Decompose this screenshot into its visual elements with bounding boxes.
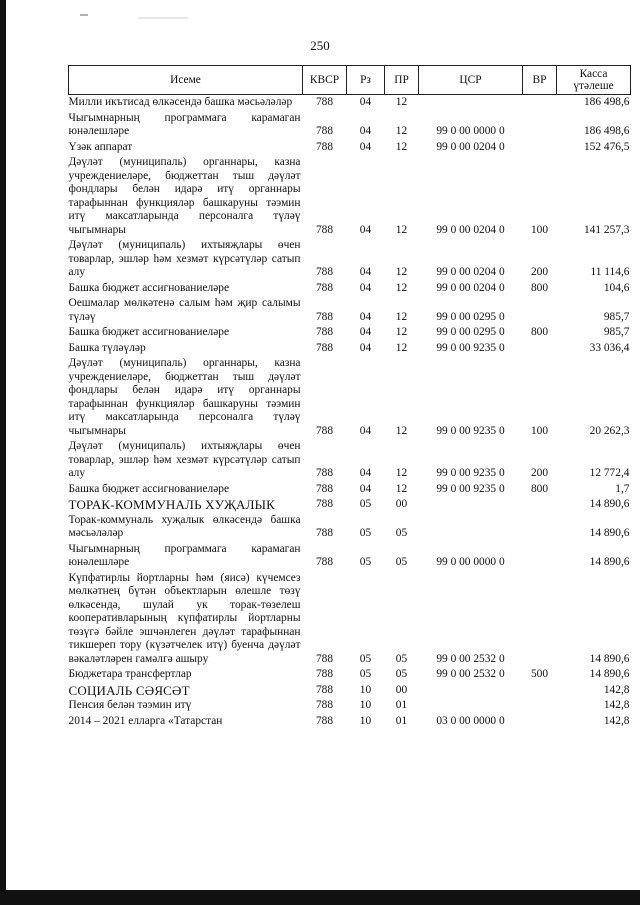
row-kvsr: 788 <box>315 527 334 539</box>
row-amount: 142,8 <box>603 699 630 711</box>
header-csr: ЦСР <box>419 66 523 95</box>
row-kvsr: 788 <box>315 699 334 711</box>
row-vr: 200 <box>530 266 549 278</box>
section-row <box>69 497 631 513</box>
table-row <box>69 155 631 238</box>
row-name: Оешмалар мөлкәтенә салым һәм җир салымы түләү <box>68 297 301 323</box>
row-pr: 12 <box>395 281 408 294</box>
row-pr: 12 <box>395 326 408 338</box>
header-rz: Рз <box>347 66 385 95</box>
row-rz: 04 <box>359 482 372 495</box>
row-csr: 99 0 00 9235 0 <box>436 482 505 495</box>
row-kvsr: 788 <box>315 424 334 437</box>
row-rz: 04 <box>359 140 372 153</box>
row-kvsr: 788 <box>315 140 334 153</box>
row-vr <box>523 571 557 668</box>
table-row <box>69 95 631 111</box>
row-name: Дәүләт (муниципаль) органнары, казна учреждениеләре, бюджеттан тыш дәүләт фондлары белән идарә итү органнары тарафыннан функцияләр башкаруны тәэмин итү максатларында персоналга түләү чыгымнары <box>68 357 301 437</box>
row-amount: 14 890,6 <box>589 556 630 568</box>
row-kvsr: 788 <box>315 714 334 727</box>
header-pr: ПР <box>385 66 419 95</box>
row-pr: 05 <box>395 668 408 680</box>
row-rz: 04 <box>359 223 372 236</box>
row-amount: 186 498,6 <box>583 96 630 108</box>
row-amount: 12 772,4 <box>589 467 630 479</box>
row-csr: 03 0 00 0000 0 <box>436 714 505 727</box>
row-name: Милли икътисад өлкәсендә башка мәсьәләләр <box>68 96 293 108</box>
row-csr: 99 0 00 0295 0 <box>436 310 505 323</box>
row-amount: 33 036,4 <box>589 341 630 354</box>
row-vr <box>523 95 557 111</box>
row-vr: 800 <box>530 482 549 495</box>
row-vr: 200 <box>530 467 549 479</box>
row-rz: 04 <box>359 341 372 354</box>
row-name: 2014 – 2021 елларга «Татарстан <box>68 714 223 727</box>
row-kvsr: 788 <box>315 652 334 665</box>
row-kvsr: 788 <box>315 281 334 294</box>
table-row <box>69 238 631 281</box>
row-amount: 1,7 <box>615 482 630 495</box>
page-number: 250 <box>310 38 330 53</box>
table-header-row <box>69 66 631 95</box>
row-pr: 00 <box>395 683 408 696</box>
row-kvsr: 788 <box>315 668 334 680</box>
row-rz: 04 <box>359 326 372 338</box>
row-kvsr: 788 <box>315 683 334 696</box>
row-vr: 800 <box>530 281 549 294</box>
row-name: Пенсия белән тәэмин итү <box>68 699 192 711</box>
row-csr: 99 0 00 0000 0 <box>436 556 505 568</box>
row-csr: 99 0 00 2532 0 <box>436 668 505 680</box>
table-row <box>69 542 631 571</box>
row-csr <box>419 683 523 699</box>
row-name: Торак-коммуналь хуҗалык өлкәсендә башка мәсьәләләр <box>68 513 301 539</box>
row-csr: 99 0 00 0000 0 <box>436 125 505 137</box>
row-csr <box>419 95 523 111</box>
table-body <box>69 95 631 730</box>
table-row <box>69 111 631 140</box>
row-amount: 20 262,3 <box>589 424 630 437</box>
row-rz: 04 <box>359 310 372 323</box>
table-row <box>69 439 631 482</box>
budget-table <box>68 65 631 729</box>
row-rz: 04 <box>359 281 372 294</box>
row-kvsr: 788 <box>315 310 334 323</box>
row-vr <box>523 542 557 571</box>
row-amount: 14 890,6 <box>589 498 630 510</box>
row-amount: 142,8 <box>603 714 630 727</box>
row-amount: 11 114,6 <box>590 266 630 278</box>
row-rz: 04 <box>359 266 372 278</box>
row-vr <box>523 497 557 513</box>
row-vr <box>523 296 557 325</box>
row-amount: 152 476,5 <box>583 140 630 153</box>
table-row <box>69 325 631 341</box>
row-kvsr: 788 <box>315 326 334 338</box>
row-csr: 99 0 00 0204 0 <box>436 281 505 294</box>
row-kvsr: 788 <box>315 223 334 236</box>
header-kvsr: КВСР <box>303 66 347 95</box>
row-pr: 12 <box>395 424 408 437</box>
row-amount: 142,8 <box>603 683 630 696</box>
row-rz: 04 <box>359 125 372 137</box>
row-csr: 99 0 00 2532 0 <box>436 652 505 665</box>
row-name: Күпфатирлы йортларны һәм (яисә) күчемсез мөлкәтнең бүтән объектларын өлешле төзү өлкәсендә, шулай ук торак-төзелеш кооперативларының күпфатирлы йортларны төзүгә бәйле эшчәнлеген дәүләт тарафыннан тикшереп тору (күзәтчелек итү) буенча дәүләт вәкаләтләрен гамәлгә ашыру <box>68 571 301 665</box>
row-csr: 99 0 00 0204 0 <box>436 266 505 278</box>
row-csr: 99 0 00 0295 0 <box>436 326 505 338</box>
row-rz: 10 <box>359 699 372 711</box>
row-csr <box>419 497 523 513</box>
row-rz: 04 <box>359 424 372 437</box>
row-rz: 10 <box>359 714 372 727</box>
row-vr: 100 <box>530 223 549 236</box>
row-amount: 14 890,6 <box>589 668 630 680</box>
row-vr <box>523 140 557 156</box>
row-amount: 141 257,3 <box>583 223 630 236</box>
row-vr <box>523 683 557 699</box>
table-row <box>69 667 631 683</box>
row-kvsr: 788 <box>315 498 334 510</box>
row-rz: 05 <box>359 668 372 680</box>
row-pr: 12 <box>395 310 408 323</box>
row-name: Башка бюджет ассигнованиеләре <box>68 281 230 294</box>
row-amount: 14 890,6 <box>589 652 630 665</box>
row-name: ТОРАК-КОММУНАЛЬ ХУҖАЛЫК <box>68 497 276 512</box>
row-csr <box>419 513 523 542</box>
table-row <box>69 482 631 498</box>
row-name: Башка түләүләр <box>68 341 146 354</box>
scan-artifact-marks <box>78 8 198 22</box>
row-pr: 01 <box>395 699 408 711</box>
table-row <box>69 140 631 156</box>
row-rz: 05 <box>359 556 372 568</box>
row-amount: 985,7 <box>603 310 630 323</box>
table-row <box>69 341 631 357</box>
section-row <box>69 683 631 699</box>
row-name: Чыгымнарның программага карамаган юнәлешләре <box>68 542 301 568</box>
table-row <box>69 513 631 542</box>
row-name: Чыгымнарның программага карамаган юнәлешләре <box>68 111 301 137</box>
header-vr: ВР <box>523 66 557 95</box>
row-pr: 12 <box>395 223 408 236</box>
scan-left-border <box>0 0 6 905</box>
row-vr <box>523 111 557 140</box>
row-vr <box>523 698 557 714</box>
row-name: Башка бюджет ассигнованиеләре <box>68 482 230 495</box>
row-kvsr: 788 <box>315 482 334 495</box>
row-rz: 04 <box>359 96 372 108</box>
row-csr <box>419 698 523 714</box>
row-pr: 00 <box>395 498 408 510</box>
row-rz: 05 <box>359 498 372 510</box>
row-kvsr: 788 <box>315 467 334 479</box>
row-pr: 12 <box>395 467 408 479</box>
row-kvsr: 788 <box>315 266 334 278</box>
row-csr: 99 0 00 9235 0 <box>436 467 505 479</box>
row-name: Дәүләт (муниципаль) органнары, казна учреждениеләре, бюджеттан тыш дәүләт фондлары белән идарә итү органнары тарафыннан функцияләр башкаруны тәэмин итү максатларында персоналга түләү чыгымнары <box>68 156 301 236</box>
table-row <box>69 714 631 730</box>
row-pr: 12 <box>395 482 408 495</box>
row-pr: 05 <box>395 527 408 539</box>
table-row <box>69 296 631 325</box>
row-pr: 12 <box>395 266 408 278</box>
row-pr: 05 <box>395 652 408 665</box>
row-csr: 99 0 00 0204 0 <box>436 223 505 236</box>
row-kvsr: 788 <box>315 96 334 108</box>
row-amount: 14 890,6 <box>589 527 630 539</box>
row-pr: 12 <box>395 341 408 354</box>
scan-bottom-border <box>0 890 640 905</box>
row-csr: 99 0 00 0204 0 <box>436 140 505 153</box>
row-rz: 04 <box>359 467 372 479</box>
row-pr: 05 <box>395 556 408 568</box>
row-name: Бюджетара трансфертлар <box>68 668 192 680</box>
row-rz: 05 <box>359 652 372 665</box>
row-name: Дәүләт (муниципаль) ихтыяҗлары өчен товарлар, эшләр һәм хезмәт күрсәтүләр сатып алу <box>68 239 301 278</box>
row-vr <box>523 714 557 730</box>
header-name: Исеме <box>69 66 303 95</box>
row-kvsr: 788 <box>315 125 334 137</box>
row-name: Башка бюджет ассигнованиеләре <box>68 326 230 338</box>
row-csr: 99 0 00 9235 0 <box>436 424 505 437</box>
row-csr: 99 0 00 9235 0 <box>436 341 505 354</box>
row-rz: 10 <box>359 683 372 696</box>
header-amount: Касса үтәлеше <box>557 66 631 95</box>
row-pr: 12 <box>395 96 408 108</box>
row-vr: 500 <box>530 668 549 680</box>
row-amount: 104,6 <box>603 281 630 294</box>
row-pr: 12 <box>395 140 408 153</box>
row-kvsr: 788 <box>315 341 334 354</box>
row-vr <box>523 513 557 542</box>
row-pr: 01 <box>395 714 408 727</box>
row-amount: 985,7 <box>603 326 630 338</box>
row-vr: 800 <box>530 326 549 338</box>
row-amount: 186 498,6 <box>583 125 630 137</box>
table-row <box>69 356 631 439</box>
row-kvsr: 788 <box>315 556 334 568</box>
row-rz: 05 <box>359 527 372 539</box>
table-row <box>69 571 631 668</box>
row-vr: 100 <box>530 424 549 437</box>
table-row <box>69 281 631 297</box>
row-vr <box>523 341 557 357</box>
row-pr: 12 <box>395 125 408 137</box>
row-name: Үзәк аппарат <box>68 140 133 153</box>
row-name: СОЦИАЛЬ СӘЯСӘТ <box>68 682 190 698</box>
row-name: Дәүләт (муниципаль) ихтыяҗлары өчен товарлар, эшләр һәм хезмәт күрсәтүләр сатып алу <box>68 440 301 479</box>
table-row <box>69 698 631 714</box>
